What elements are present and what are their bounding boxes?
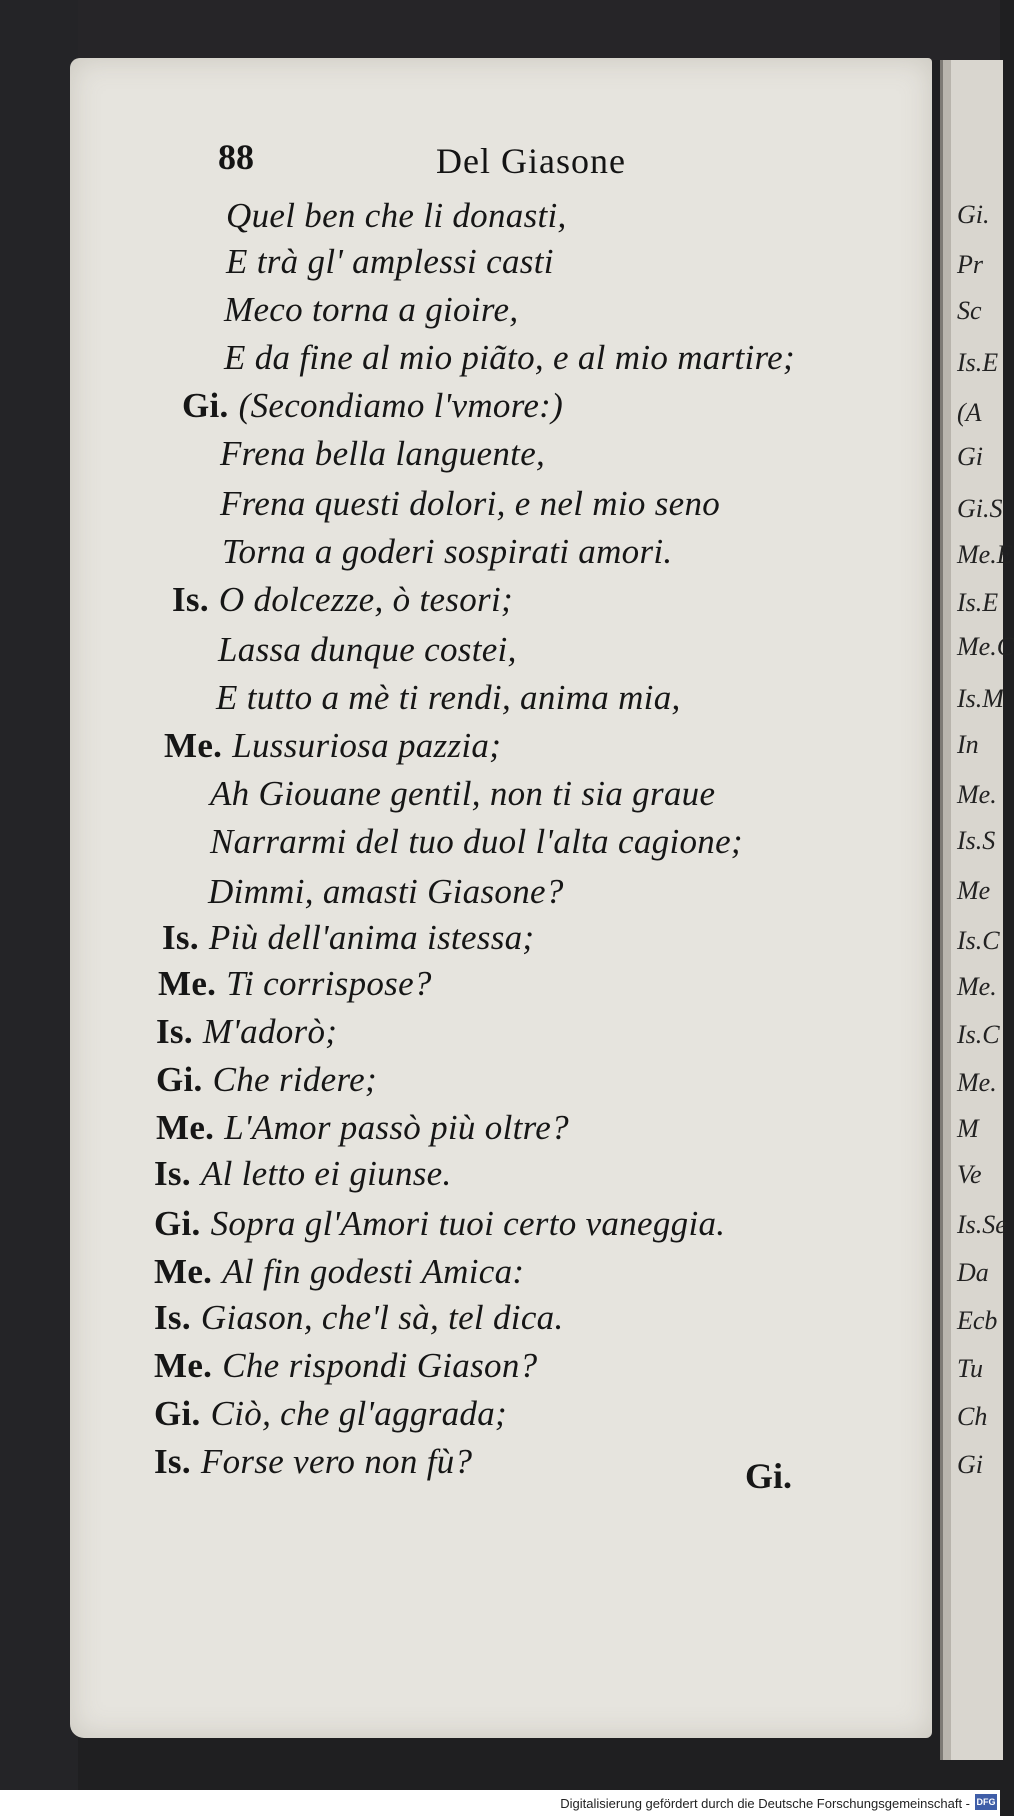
next-page-fragment: Gi.S bbox=[957, 494, 1003, 523]
verse-text: Frena bella languente, bbox=[220, 434, 546, 473]
verse-line bbox=[172, 580, 513, 620]
verse-line bbox=[224, 290, 518, 330]
verse-text: Giason, che'l sà, tel dica. bbox=[200, 1298, 564, 1337]
verse-text: Quel ben che li donasti, bbox=[226, 196, 567, 235]
next-page-fragment: (A bbox=[957, 398, 982, 427]
speaker-label: Me. bbox=[156, 1108, 215, 1147]
next-page-fragment: Ve bbox=[957, 1160, 982, 1189]
verse-text: Ti corrispose? bbox=[226, 964, 432, 1003]
next-page-fragment: Sc bbox=[957, 296, 982, 325]
verse-text: Più dell'anima istessa; bbox=[208, 918, 535, 957]
next-page-fragment: Ch bbox=[957, 1402, 988, 1431]
next-page-fragment: Me.C bbox=[957, 632, 1014, 661]
next-page-fragment: Is.C bbox=[957, 1020, 1000, 1049]
verse-line bbox=[156, 1108, 569, 1148]
verse-line bbox=[210, 774, 715, 814]
next-page-fragment: Is.M bbox=[957, 684, 1004, 713]
verse-text: Sopra gl'Amori tuoi certo vaneggia. bbox=[210, 1204, 726, 1243]
speaker-label: Gi. bbox=[156, 1060, 203, 1099]
verse-text: Che ridere; bbox=[212, 1060, 377, 1099]
verse-text: Ciò, che gl'aggrada; bbox=[210, 1394, 507, 1433]
speaker-label: Me. bbox=[164, 726, 223, 765]
next-page-fragment: Is.C bbox=[957, 926, 1000, 955]
speaker-label: Is. bbox=[154, 1154, 191, 1193]
verse-line bbox=[156, 1012, 337, 1052]
verse-line bbox=[182, 386, 563, 426]
verse-line bbox=[154, 1154, 452, 1194]
speaker-label: Me. bbox=[154, 1346, 213, 1385]
verse-text: Meco torna a gioire, bbox=[224, 290, 519, 329]
next-page-fragment: Tu bbox=[957, 1354, 984, 1383]
verse-line bbox=[158, 964, 432, 1004]
verse-line bbox=[154, 1252, 524, 1292]
footer-credit: Digitalisierung gefördert durch die Deutsche Forschungsgemeinschaft - bbox=[560, 1796, 970, 1811]
next-page-fragment: Is.Se bbox=[957, 1210, 1007, 1239]
verse-text: Al fin godesti Amica: bbox=[222, 1252, 525, 1291]
catchword: Gi. bbox=[745, 1456, 793, 1496]
verse-line bbox=[208, 872, 564, 912]
verse-line bbox=[216, 678, 681, 718]
next-page-fragment: Me.E bbox=[957, 540, 1013, 569]
verse-line bbox=[154, 1394, 507, 1434]
page-number: 88 bbox=[218, 137, 254, 177]
next-page-fragment: Gi bbox=[957, 1450, 983, 1479]
speaker-label: Is. bbox=[156, 1012, 193, 1051]
verse-line bbox=[154, 1346, 537, 1386]
next-page-fragment: Me bbox=[957, 876, 991, 905]
next-page-fragment: Is.E bbox=[957, 348, 999, 377]
speaker-label: Is. bbox=[154, 1298, 191, 1337]
verse-line bbox=[210, 822, 743, 862]
speaker-label: Is. bbox=[162, 918, 199, 957]
verse-text: Che rispondi Giason? bbox=[222, 1346, 538, 1385]
verse-text: L'Amor passò più oltre? bbox=[224, 1108, 569, 1147]
next-page-fragment: Pr bbox=[957, 250, 983, 279]
next-page-fragment: Me. bbox=[957, 780, 997, 809]
next-page-fragment: Me. bbox=[957, 1068, 997, 1097]
verse-line bbox=[226, 242, 554, 282]
running-title: Del Giasone bbox=[436, 141, 626, 181]
verse-text: E tutto a mè ti rendi, anima mia, bbox=[216, 678, 681, 717]
speaker-label: Is. bbox=[172, 580, 209, 619]
next-page-fragment: Is.S bbox=[957, 826, 996, 855]
speaker-label: Gi. bbox=[154, 1394, 201, 1433]
page-header bbox=[218, 136, 658, 186]
next-page-fragment: M bbox=[957, 1114, 979, 1143]
verse-line bbox=[218, 630, 517, 670]
next-page-fragment: Me. bbox=[957, 972, 997, 1001]
verse-text: O dolcezze, ò tesori; bbox=[218, 580, 513, 619]
speaker-label: Me. bbox=[158, 964, 217, 1003]
verse-text: E da fine al mio piãto, e al mio martire; bbox=[224, 338, 795, 377]
verse-text: Lassa dunque costei, bbox=[218, 630, 517, 669]
verse-text: Lussuriosa pazzia; bbox=[232, 726, 502, 765]
speaker-label: Me. bbox=[154, 1252, 213, 1291]
next-page-fragment: In bbox=[957, 730, 979, 759]
speaker-label: Gi. bbox=[182, 386, 229, 425]
verse-text: Narrarmi del tuo duol l'alta cagione; bbox=[210, 822, 743, 861]
verse-text: Torna a goderi sospirati amori. bbox=[222, 532, 673, 571]
next-page-fragment: Is.E bbox=[957, 588, 999, 617]
verse-line bbox=[222, 532, 672, 572]
verse-text: (Secondiamo l'vmore:) bbox=[238, 386, 564, 425]
verse-text: Forse vero non fù? bbox=[200, 1442, 473, 1481]
verse-line bbox=[220, 484, 720, 524]
verse-text: Dimmi, amasti Giasone? bbox=[208, 872, 564, 911]
speaker-label: Is. bbox=[154, 1442, 191, 1481]
verse-line bbox=[154, 1442, 472, 1482]
verse-text: Al letto ei giunse. bbox=[200, 1154, 452, 1193]
verse-line bbox=[220, 434, 545, 474]
speaker-label: Gi. bbox=[154, 1204, 201, 1243]
next-page-fragment: Da bbox=[957, 1258, 989, 1287]
verse-text: M'adorò; bbox=[202, 1012, 338, 1051]
verse-text: Frena questi dolori, e nel mio seno bbox=[220, 484, 721, 523]
verse-line bbox=[162, 918, 534, 958]
verse-text: E trà gl' amplessi casti bbox=[226, 242, 554, 281]
verse-line bbox=[224, 338, 795, 378]
dfg-logo: DFG bbox=[975, 1794, 997, 1810]
next-page-fragment: Ecb bbox=[957, 1306, 998, 1335]
next-page-fragment: Gi. bbox=[957, 200, 990, 229]
verse-line bbox=[154, 1204, 725, 1244]
verse-line bbox=[154, 1298, 564, 1338]
verse-line bbox=[226, 196, 567, 236]
verse-text: Ah Giouane gentil, non ti sia graue bbox=[210, 774, 716, 813]
verse-line bbox=[156, 1060, 377, 1100]
next-page-fragment: Gi bbox=[957, 442, 983, 471]
verse-line bbox=[164, 726, 501, 766]
